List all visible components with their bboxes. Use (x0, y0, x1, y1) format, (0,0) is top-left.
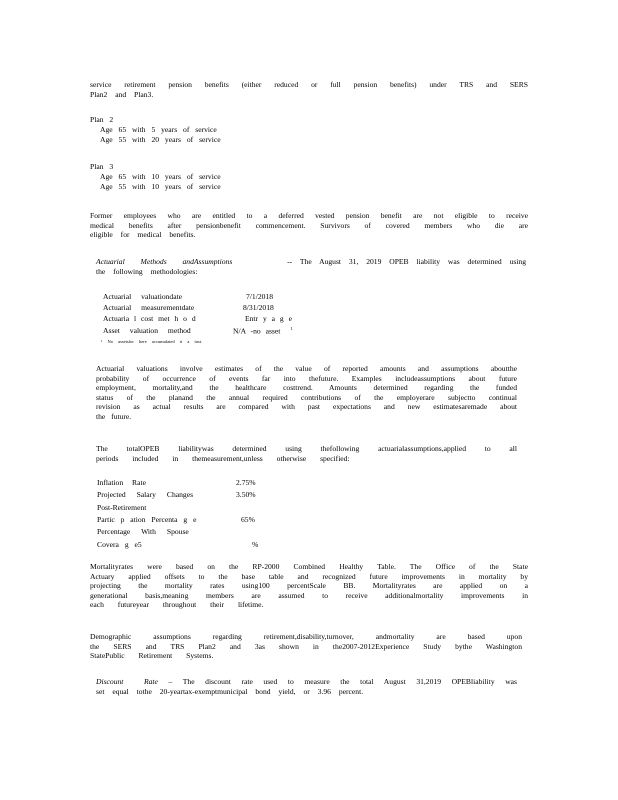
table-label: Percentage With Spouse (97, 527, 189, 536)
list-item (90, 135, 528, 145)
table-label: Post-Retirement (97, 503, 147, 512)
list-item-text: Age 65 with 5 years of service (100, 125, 217, 134)
paragraph-total-opeb (96, 444, 517, 463)
paragraph-former-employees (90, 211, 528, 240)
list-item (90, 182, 528, 192)
text-line: eligible for medical benefits. (90, 230, 196, 239)
table-label: Covera g e5 (97, 540, 142, 549)
table-value: Entr y a g e (245, 314, 293, 323)
table-row (103, 303, 194, 313)
text-line: StatePublic Retirement Systems. (90, 651, 214, 660)
text-line: projecting the mortality rates using100 percentScale BB. Mortalityrates are applied on a (90, 581, 528, 590)
list-item-text: Age 55 with 10 years of service (100, 182, 221, 191)
text-line: each futureyear throughout their lifetime. (90, 600, 264, 609)
text-line: status of the planand the annual required contributions of the employerare subjectto continual (96, 392, 517, 402)
text-line: Actuary applied offsets to the base table and recognized future improvements in mortality by (90, 571, 528, 581)
text-line: the future. (96, 411, 132, 421)
table-row (103, 314, 196, 324)
text-line: Demographic assumptions regarding retirement,disability,turnover, andmortality are based upon (90, 632, 522, 641)
text-line: Actuarial valuations involve estimates of the value of reported amounts and assumptions aboutthe (96, 364, 517, 373)
plan3-title: Plan 3 (90, 162, 114, 171)
table-value: 65% (241, 515, 255, 524)
table-label: Inflation Rate (97, 478, 146, 487)
section-heading: Discount Rate (96, 677, 158, 686)
table-value: 3.50% (236, 490, 256, 499)
table-label: Actuarial valuationdate (103, 292, 183, 301)
table-label: Projected Salary Changes (97, 490, 194, 499)
text-line: The totalOPEB liabilitywas determined using thefollowing actuarialassumptions,applied to all (96, 444, 517, 453)
table-value (233, 326, 293, 336)
paragraph-discount-rate (96, 677, 517, 696)
table-label: Actuarial measurementdate (103, 303, 195, 312)
paragraph-demographic (90, 632, 522, 661)
text-line: service retirement pension benefits (either reduced or full pension benefits) under TRS and SERS (90, 80, 528, 89)
text-line: generational basis,meaning members are assumed to receive additionalmortality improvements in (90, 590, 528, 600)
table-row (103, 292, 182, 302)
text-line: Mortalityrates were based on the RP-2000 Combined Healthy Table. The Office of the State (90, 562, 528, 571)
section-heading: Actuarial Methods andAssumptions (96, 257, 233, 266)
plan2-list (90, 115, 528, 145)
text-line: set equal tothe 20-yeartax-exemptmunicipal bond yield, or 3.96 percent. (96, 686, 364, 696)
text-line: Former employees who are entitled to a deferred vested pension benefit are not eligible to receive (90, 211, 528, 220)
text-line: probability of occurrence of events far into thefuture. Examples includeassumptions about future (96, 373, 517, 383)
table-row (103, 326, 191, 336)
text-line: periods included in themeasurement,unless otherwise specified: (96, 453, 350, 463)
text-line (96, 677, 517, 687)
text-line: the following methodologies: (96, 266, 198, 276)
table-value-text: N/A -no asset (233, 326, 281, 336)
text-line (96, 257, 526, 267)
text-line: Plan2 and Plan3. (90, 89, 154, 99)
text-line: medical benefits after pensionbenefit commencement. Survivors of covered members who die are (90, 220, 528, 230)
paragraph-actuarial-methods (96, 257, 526, 276)
text-run: -- The August 31, 2019 OPEB liability was determined using (287, 257, 526, 266)
list-item-text: Age 55 with 20 years of service (100, 135, 221, 144)
plan3-list (90, 162, 528, 192)
text-run: – The discount rate used to measure the total August 31,2019 OPEBliability was (168, 677, 517, 686)
footnote-marker: 1 (290, 326, 293, 331)
paragraph-mortality (90, 562, 528, 610)
table-label: Actuaria l cost met h o d (103, 314, 196, 323)
table-value: % (252, 540, 259, 549)
table-label: Partic p ation Percenta g e (97, 515, 197, 524)
table-value: 2.75% (236, 478, 256, 487)
table-label: Asset valuation method (103, 326, 191, 335)
list-item (90, 172, 528, 182)
paragraph-actuarial-valuations (96, 364, 517, 421)
text-line: the SERS and TRS Plan2 and 3as shown in the2007-2012Experience Study bythe Washington (90, 641, 522, 651)
list-item (90, 125, 528, 135)
text-line: employment, mortality,and the healthcare costtrend. Amounts determined regarding the funded (96, 383, 517, 392)
table-value: 7/1/2018 (246, 292, 274, 301)
paragraph-service-retirement (90, 80, 528, 99)
plan2-title: Plan 2 (90, 115, 114, 124)
list-item-text: Age 65 with 10 years of service (100, 172, 221, 181)
table-footnote: ¹ No assetsfor here accumulated it a tust. (101, 339, 203, 344)
table-value: 8/31/2018 (243, 303, 274, 312)
text-line: revision as actual results are compared with past expectations and new estimatesaremade about (96, 402, 517, 411)
